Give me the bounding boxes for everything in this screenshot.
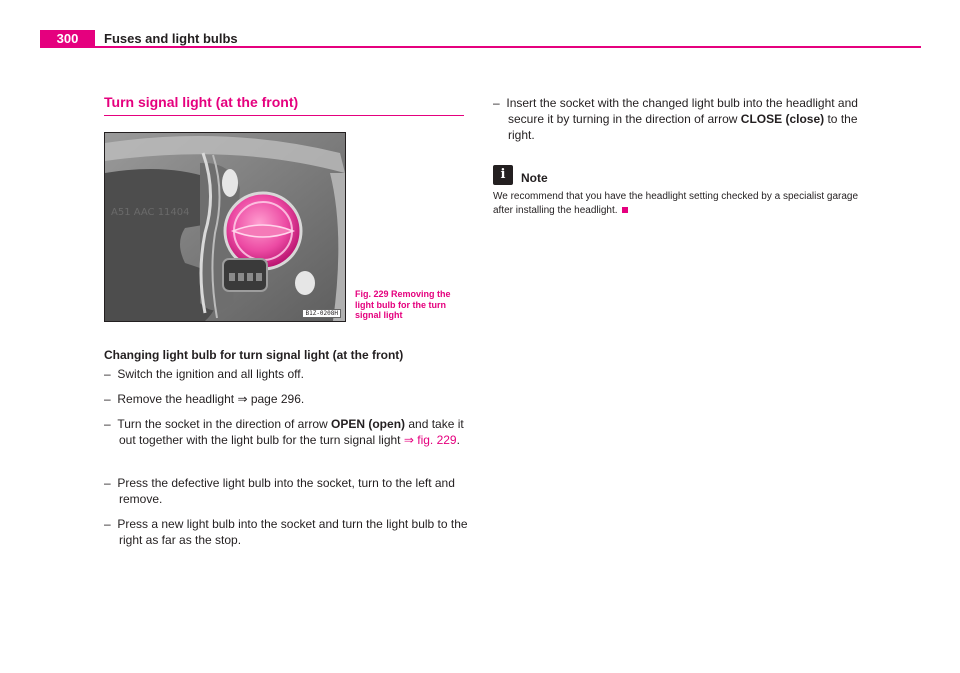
figure-link[interactable]: ⇒ fig. 229 xyxy=(403,433,457,447)
procedure-heading: Changing light bulb for turn signal light (at the front) xyxy=(104,348,404,362)
arrow-icon: ⇒ xyxy=(237,392,248,406)
section-divider xyxy=(104,115,464,116)
note-body: We recommend that you have the headlight setting checked by a specialist garage after installing the headlight. xyxy=(493,191,859,216)
step-4 xyxy=(104,475,479,507)
step-1 xyxy=(104,366,479,382)
step-text: and take it out together with the light bulb for the turn signal light xyxy=(119,417,464,447)
step-2 xyxy=(104,391,479,407)
step-dash: – xyxy=(104,476,111,490)
end-of-section-icon xyxy=(622,207,628,213)
step-text: to the right. xyxy=(508,112,858,142)
step-dash: – xyxy=(104,392,111,406)
running-header-title: Fuses and light bulbs xyxy=(104,31,238,46)
step-dash: – xyxy=(104,417,111,431)
info-icon: i xyxy=(493,165,513,185)
step-text: Press a new light bulb into the socket and turn the light bulb to the right as far as the stop. xyxy=(117,517,468,547)
step-text: Press the defective light bulb into the socket, turn to the left and remove. xyxy=(117,476,455,506)
section-title: Turn signal light (at the front) xyxy=(104,94,299,110)
step-5 xyxy=(104,516,479,548)
step-dash: – xyxy=(493,96,500,110)
headlight-illustration xyxy=(105,133,345,321)
step-text: Switch the ignition and all lights off. xyxy=(117,367,304,381)
step-bold-label: OPEN (open) xyxy=(331,417,406,431)
step-text-end: . xyxy=(456,433,460,447)
header-divider xyxy=(40,46,921,48)
embossed-housing-text: A51 AAC 11404 xyxy=(111,207,190,218)
page-number: 300 xyxy=(40,30,95,48)
step-text: Remove the headlight xyxy=(117,392,238,406)
figure-headlight-photo xyxy=(104,132,346,322)
figure-caption: Fig. 229 Removing the light bulb for the turn signal light xyxy=(355,289,451,320)
step-text: Insert the socket with the changed light bulb into the headlight and secure it by turning in the direction of arrow xyxy=(506,96,858,126)
step-text: page 296. xyxy=(247,392,305,406)
step-dash: – xyxy=(104,517,111,531)
note-label: Note xyxy=(521,171,548,185)
step-text: Turn the socket in the direction of arrow xyxy=(117,417,332,431)
step-6 xyxy=(493,95,870,143)
note-text xyxy=(493,190,863,218)
step-3 xyxy=(104,416,479,448)
step-dash: – xyxy=(104,367,111,381)
step-bold-label: CLOSE (close) xyxy=(740,112,825,126)
figure-code: B1Z-0208H xyxy=(302,309,341,318)
